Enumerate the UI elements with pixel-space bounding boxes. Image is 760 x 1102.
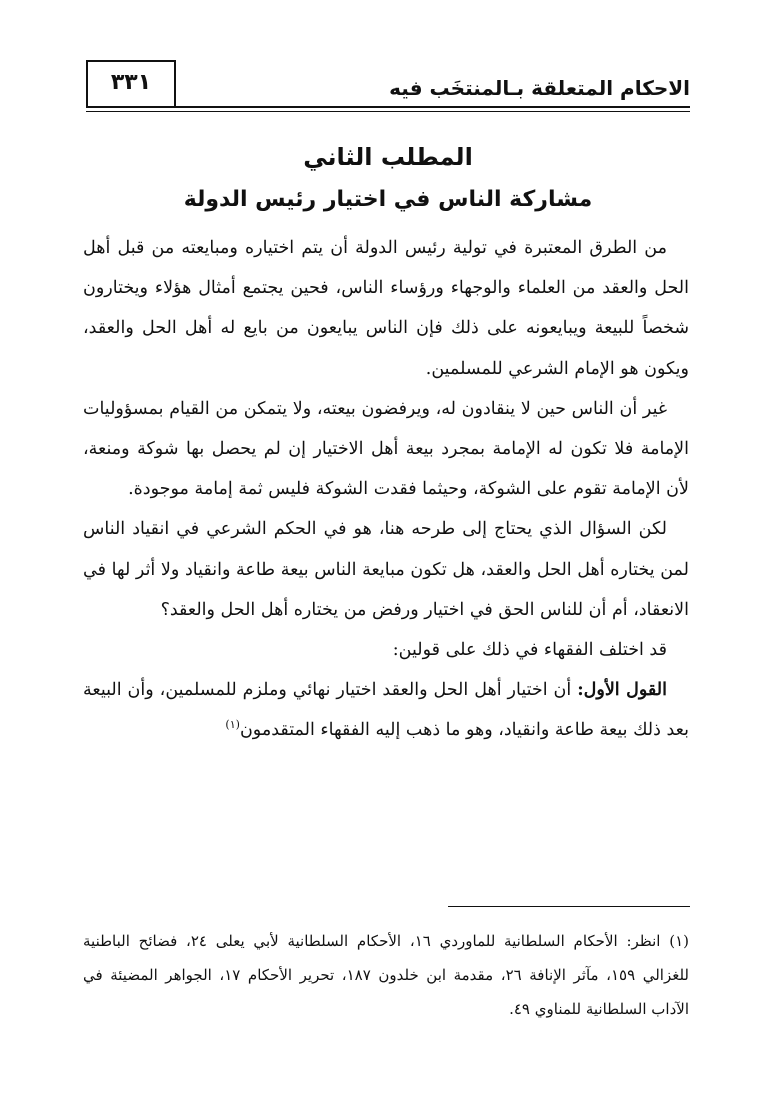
first-opinion-text: أن اختيار أهل الحل والعقد اختيار نهائي وملزم للمسلمين، وأن البيعة بعد ذلك بيعة طاعة وانقياد، وهو ما ذهب إليه الفقهاء المتقدمون — [83, 680, 689, 741]
paragraph-2: غير أن الناس حين لا ينقادون له، ويرفضون بيعته، ولا يتمكن من القيام بمسؤوليات الإمامة فلا تكون له الإمامة بمجرد بيعة أهل الاختيار إن لم يحصل بها شوكة ومنعة، لأن الإمامة تقوم على الشوكة، وحيثما فقدت الشوكة فليس ثمة إمامة موجودة. — [83, 398, 689, 500]
page-number: ٣٣١ — [86, 60, 176, 106]
paragraph-1: من الطرق المعتبرة في تولية رئيس الدولة أن يتم اختياره ومبايعته من قبل أهل الحل والعقد من العلماء والوجهاء ورؤساء الناس، فحين يجتمع أمثال هؤلاء ويختارون شخصاً للبيعة ويبايعونه على ذلك فإن الناس يبايعون من بايع له أهل الحل والعقد، ويكون هو الإمام الشرعي للمسلمين. — [83, 238, 689, 379]
section-heading: المطلب الثاني — [303, 143, 473, 171]
footnote-1: (١) انظر: الأحكام السلطانية للماوردي ١٦، الأحكام السلطانية لأبي يعلى ٢٤، فضائح الباطنية للغزالي ١٥٩، مآثر الإنافة ٢٦، مقدمة ابن خلدون ١٨٧، تحرير الأحكام ١٧، الجواهر المضيئة في الآداب السلطانية للمناوي ٤٩. — [83, 932, 689, 1018]
footnote-marker: (١) — [225, 718, 240, 732]
footnotes — [83, 924, 689, 1026]
body-text — [83, 228, 689, 751]
running-header — [86, 60, 690, 114]
footnote-separator — [448, 906, 690, 907]
running-title: الاحكام المتعلقة بـالمنتخَب فيه — [389, 76, 690, 100]
paragraph-5 — [83, 670, 689, 750]
paragraph-4: قد اختلف الفقهاء في ذلك على قولين: — [392, 640, 667, 661]
section-subtitle: مشاركة الناس في اختيار رئيس الدولة — [183, 187, 593, 212]
header-rule-thin — [86, 111, 690, 112]
header-rule — [86, 106, 690, 108]
paragraph-3: لكن السؤال الذي يحتاج إلى طرحه هنا، هو في الحكم الشرعي في انقياد الناس لمن يختاره أهل الحل والعقد، هل تكون مبايعة الناس بيعة طاعة وانقياد ولا أثر لها في الانعقاد، أم أن للناس الحق في اختيار ورفض من يختاره أهل الحل والعقد؟ — [83, 519, 689, 620]
first-opinion-label: القول الأول: — [577, 680, 667, 701]
